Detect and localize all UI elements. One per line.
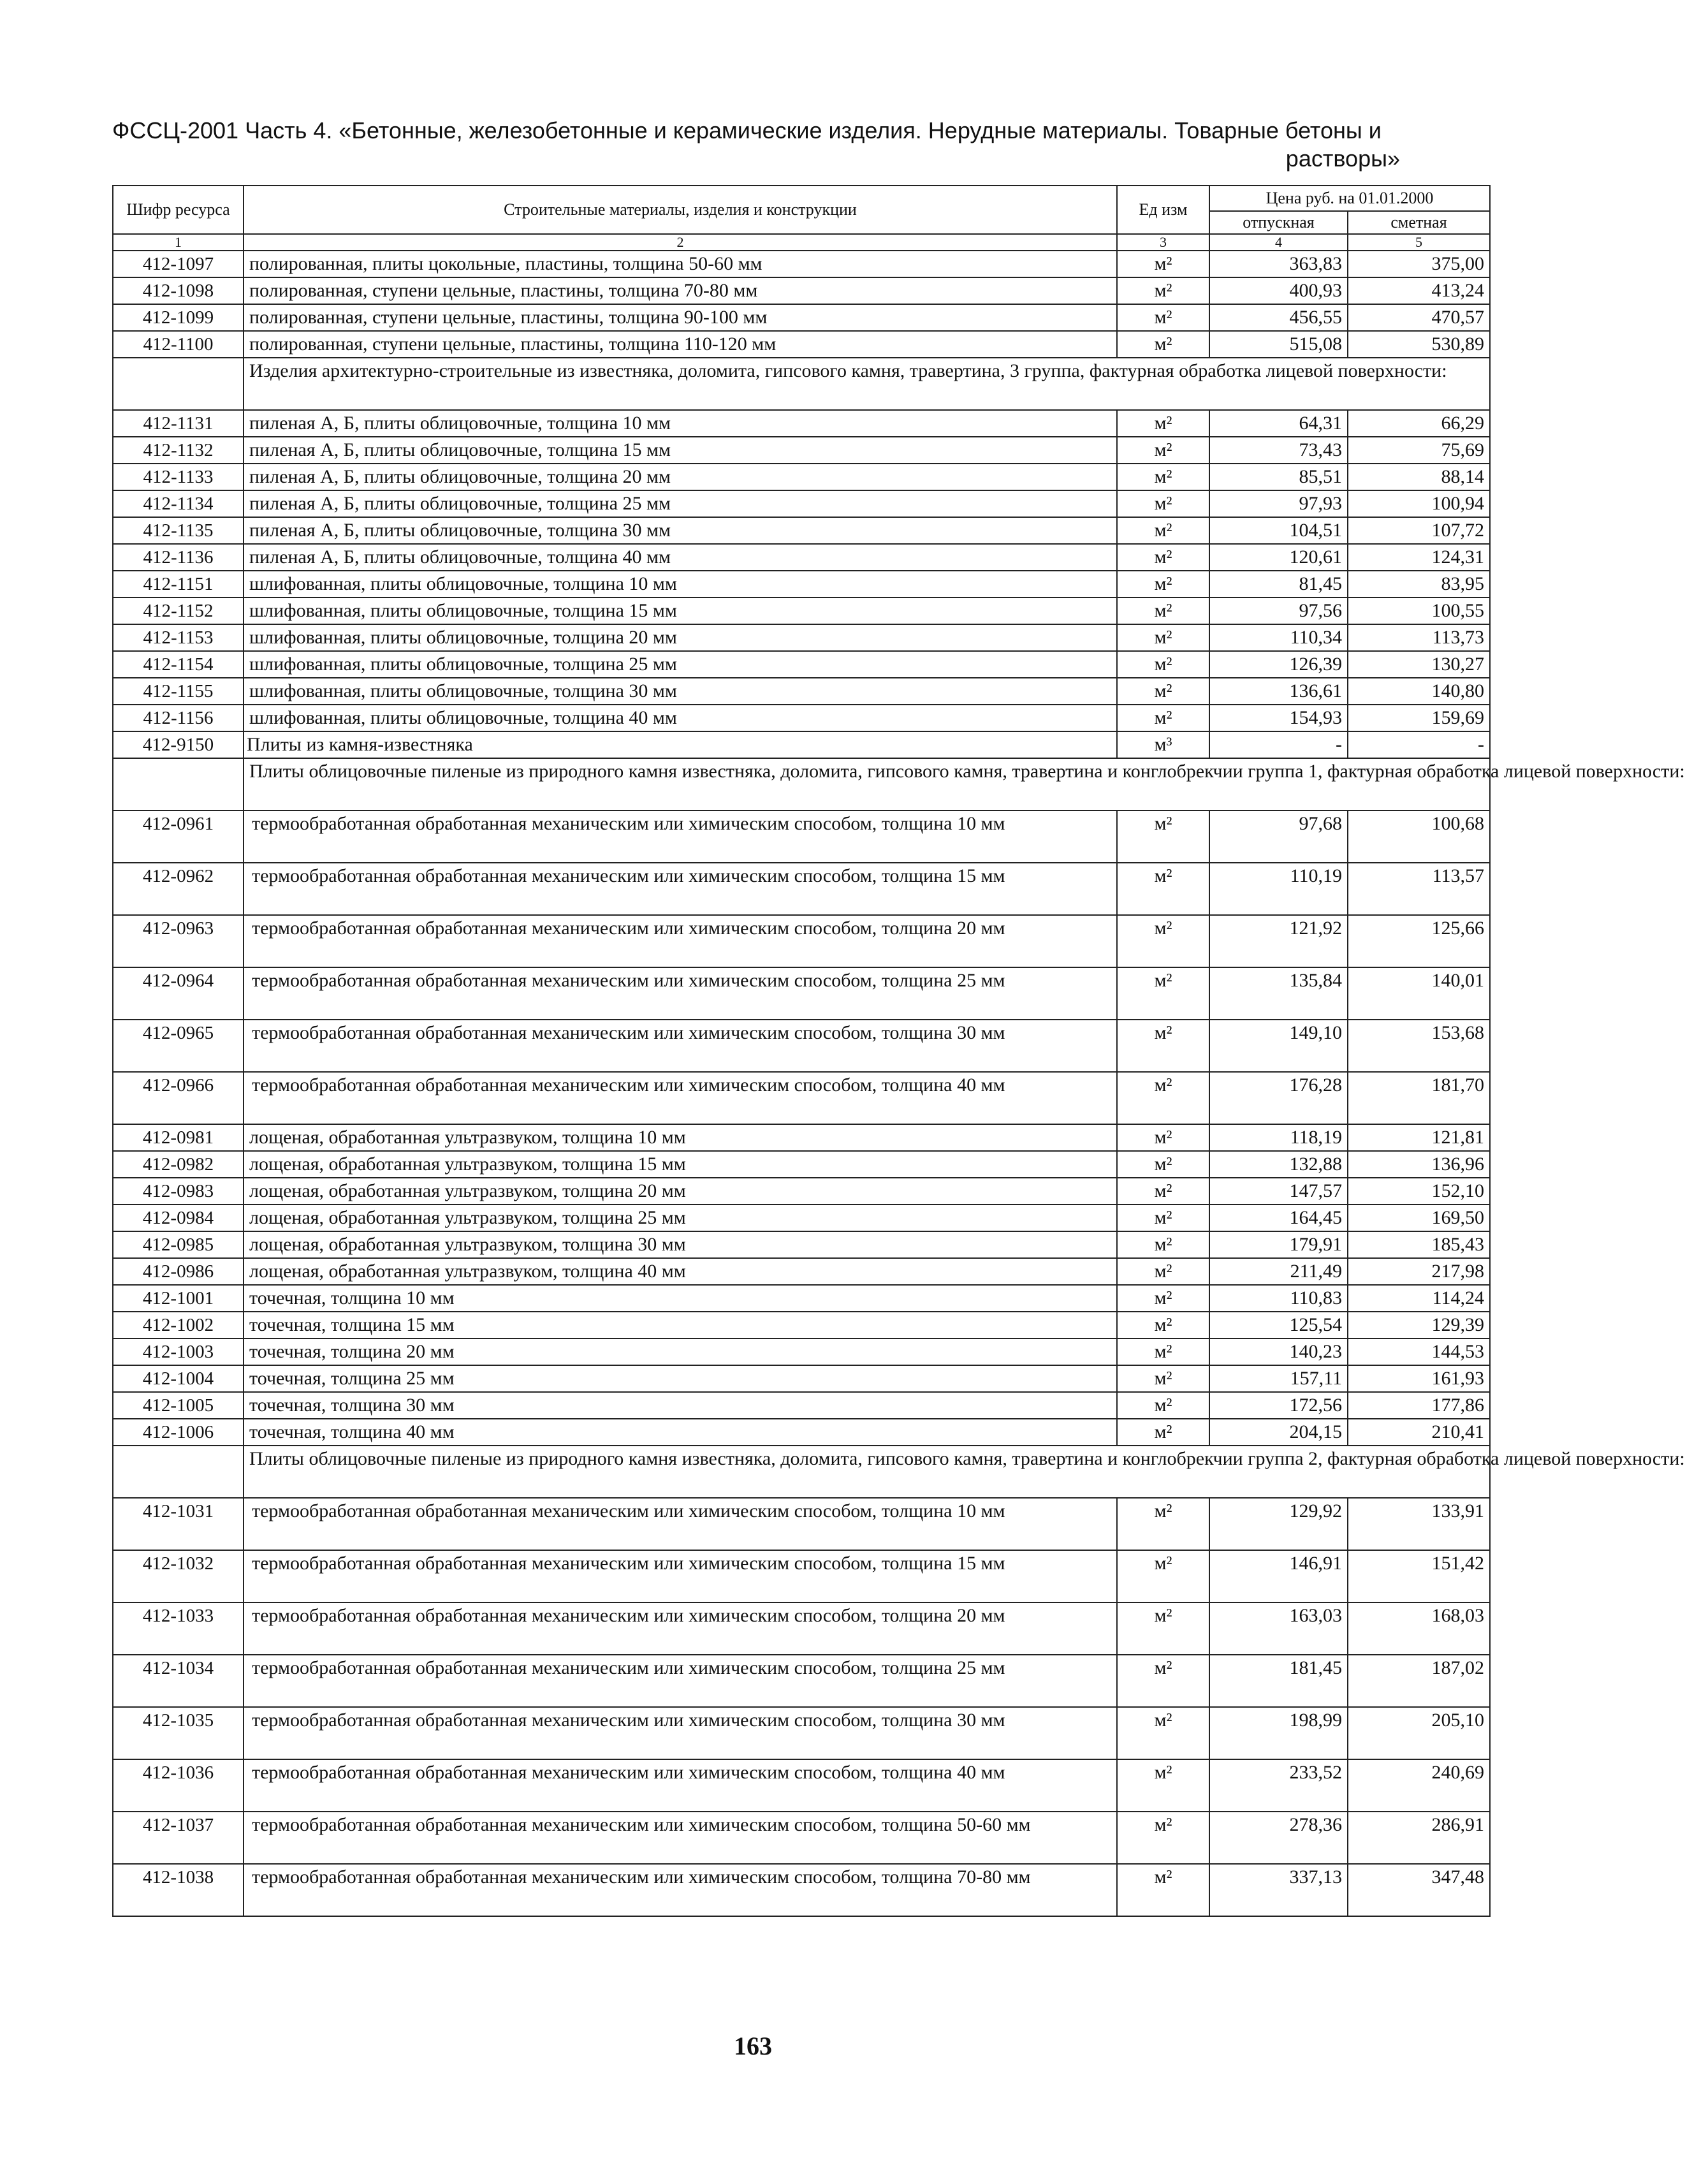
table-row xyxy=(113,1020,1490,1072)
unit-of-measure: м² xyxy=(1117,705,1209,731)
estimate-price: 83,95 xyxy=(1348,571,1490,597)
release-price: 110,83 xyxy=(1209,1285,1348,1312)
estimate-price: 113,57 xyxy=(1348,863,1490,915)
material-name-text: термообработанная обработанная механическим или химическим способом, толщина 40 мм xyxy=(252,1074,1005,1096)
unit-of-measure: м² xyxy=(1117,1258,1209,1285)
material-name: пиленая А, Б, плиты облицовочные, толщина 40 мм xyxy=(244,544,1117,571)
material-name: точечная, толщина 20 мм xyxy=(244,1338,1117,1365)
unit-of-measure: м² xyxy=(1117,544,1209,571)
material-name xyxy=(244,1655,1117,1707)
estimate-price: 159,69 xyxy=(1348,705,1490,731)
release-price: 126,39 xyxy=(1209,651,1348,678)
release-price: 157,11 xyxy=(1209,1365,1348,1392)
estimate-price: 375,00 xyxy=(1348,251,1490,277)
resource-code: 412-1004 xyxy=(113,1365,244,1392)
release-price: 515,08 xyxy=(1209,331,1348,358)
material-name: лощеная, обработанная ультразвуком, толщина 25 мм xyxy=(244,1205,1117,1231)
unit-of-measure: м² xyxy=(1117,1864,1209,1916)
material-name-text: термообработанная обработанная механическим или химическим способом, толщина 25 мм xyxy=(252,970,1005,991)
resource-code: 412-1152 xyxy=(113,597,244,624)
release-price: 85,51 xyxy=(1209,464,1348,490)
release-price: 81,45 xyxy=(1209,571,1348,597)
release-price: 363,83 xyxy=(1209,251,1348,277)
resource-code: 412-1156 xyxy=(113,705,244,731)
table-row xyxy=(113,544,1490,571)
table-row xyxy=(113,464,1490,490)
material-name: лощеная, обработанная ультразвуком, толщина 10 мм xyxy=(244,1124,1117,1151)
estimate-price: 129,39 xyxy=(1348,1312,1490,1338)
resource-code: 412-1131 xyxy=(113,410,244,437)
section-title: Изделия архитектурно-строительные из известняка, доломита, гипсового камня, травертина, 3 группа, фактурная обработка лицевой поверхности: xyxy=(244,358,1490,410)
material-name-text: термообработанная обработанная механическим или химическим способом, толщина 15 мм xyxy=(252,865,1005,886)
unit-of-measure: м² xyxy=(1117,1124,1209,1151)
unit-of-measure: м² xyxy=(1117,571,1209,597)
header-release: отпускная xyxy=(1209,211,1348,234)
unit-of-measure: м² xyxy=(1117,1312,1209,1338)
release-price: 64,31 xyxy=(1209,410,1348,437)
material-name: Плиты из камня-известняка xyxy=(244,731,1117,758)
estimate-price: 185,43 xyxy=(1348,1231,1490,1258)
release-price: 120,61 xyxy=(1209,544,1348,571)
unit-of-measure: м² xyxy=(1117,1338,1209,1365)
unit-of-measure: м² xyxy=(1117,1151,1209,1178)
estimate-price: 121,81 xyxy=(1348,1124,1490,1151)
header-line-2: растворы» xyxy=(1285,145,1400,172)
column-number: 2 xyxy=(244,234,1117,251)
estimate-price: 125,66 xyxy=(1348,915,1490,967)
estimate-price: 286,91 xyxy=(1348,1812,1490,1864)
resource-code: 412-1154 xyxy=(113,651,244,678)
estimate-price: 161,93 xyxy=(1348,1365,1490,1392)
unit-of-measure: м² xyxy=(1117,597,1209,624)
estimate-price: 413,24 xyxy=(1348,277,1490,304)
material-name xyxy=(244,1602,1117,1655)
estimate-price: 177,86 xyxy=(1348,1392,1490,1419)
release-price: 198,99 xyxy=(1209,1707,1348,1759)
unit-of-measure: м² xyxy=(1117,1285,1209,1312)
unit-of-measure: м² xyxy=(1117,517,1209,544)
column-number: 5 xyxy=(1348,234,1490,251)
table-row xyxy=(113,863,1490,915)
material-name xyxy=(244,1759,1117,1812)
header-estimate: сметная xyxy=(1348,211,1490,234)
resource-code: 412-1035 xyxy=(113,1707,244,1759)
material-name: шлифованная, плиты облицовочные, толщина 25 мм xyxy=(244,651,1117,678)
table-row xyxy=(113,1258,1490,1285)
resource-code: 412-1153 xyxy=(113,624,244,651)
table-row xyxy=(113,1365,1490,1392)
resource-code: 412-1002 xyxy=(113,1312,244,1338)
header-code: Шифр ресурса xyxy=(113,186,244,234)
resource-code: 412-1031 xyxy=(113,1498,244,1550)
table-row xyxy=(113,731,1490,758)
resource-code: 412-0964 xyxy=(113,967,244,1020)
estimate-price: 140,80 xyxy=(1348,678,1490,705)
release-price: 163,03 xyxy=(1209,1602,1348,1655)
estimate-price: 100,68 xyxy=(1348,810,1490,863)
table-row xyxy=(113,571,1490,597)
table-row xyxy=(113,517,1490,544)
unit-of-measure: м² xyxy=(1117,1072,1209,1124)
table-row xyxy=(113,1312,1490,1338)
estimate-price: 100,55 xyxy=(1348,597,1490,624)
release-price: 97,68 xyxy=(1209,810,1348,863)
section-row xyxy=(113,1446,1490,1498)
resource-code: 412-1038 xyxy=(113,1864,244,1916)
table-row xyxy=(113,1655,1490,1707)
material-name: лощеная, обработанная ультразвуком, толщина 30 мм xyxy=(244,1231,1117,1258)
unit-of-measure: м² xyxy=(1117,437,1209,464)
section-row xyxy=(113,358,1490,410)
resource-code: 412-1003 xyxy=(113,1338,244,1365)
material-name-text: термообработанная обработанная механическим или химическим способом, толщина 20 мм xyxy=(252,918,1005,939)
unit-of-measure: м² xyxy=(1117,1020,1209,1072)
resource-code: 412-1133 xyxy=(113,464,244,490)
resource-code: 412-1132 xyxy=(113,437,244,464)
material-name: шлифованная, плиты облицовочные, толщина 20 мм xyxy=(244,624,1117,651)
material-name xyxy=(244,810,1117,863)
estimate-price: 169,50 xyxy=(1348,1205,1490,1231)
unit-of-measure: м² xyxy=(1117,331,1209,358)
estimate-price: 66,29 xyxy=(1348,410,1490,437)
release-price: 121,92 xyxy=(1209,915,1348,967)
material-name xyxy=(244,1072,1117,1124)
material-name: шлифованная, плиты облицовочные, толщина 30 мм xyxy=(244,678,1117,705)
unit-of-measure: м² xyxy=(1117,1550,1209,1602)
release-price: 456,55 xyxy=(1209,304,1348,331)
section-code-cell xyxy=(113,1446,244,1498)
estimate-price: 144,53 xyxy=(1348,1338,1490,1365)
estimate-price: 88,14 xyxy=(1348,464,1490,490)
release-price: 110,19 xyxy=(1209,863,1348,915)
release-price: 118,19 xyxy=(1209,1124,1348,1151)
unit-of-measure: м² xyxy=(1117,304,1209,331)
estimate-price: 217,98 xyxy=(1348,1258,1490,1285)
release-price: 400,93 xyxy=(1209,277,1348,304)
table-row xyxy=(113,1338,1490,1365)
estimate-price: 113,73 xyxy=(1348,624,1490,651)
resource-code: 412-0961 xyxy=(113,810,244,863)
resource-code: 412-0962 xyxy=(113,863,244,915)
material-name: пиленая А, Б, плиты облицовочные, толщина 20 мм xyxy=(244,464,1117,490)
material-name xyxy=(244,863,1117,915)
estimate-price: 136,96 xyxy=(1348,1151,1490,1178)
column-number: 3 xyxy=(1117,234,1209,251)
table-row xyxy=(113,251,1490,277)
material-name: точечная, толщина 15 мм xyxy=(244,1312,1117,1338)
material-name xyxy=(244,1864,1117,1916)
column-numbers-row xyxy=(113,234,1490,251)
material-name: точечная, толщина 25 мм xyxy=(244,1365,1117,1392)
material-name-text: термообработанная обработанная механическим или химическим способом, толщина 25 мм xyxy=(252,1657,1005,1678)
unit-of-measure: м² xyxy=(1117,915,1209,967)
release-price: 97,56 xyxy=(1209,597,1348,624)
table-row xyxy=(113,1205,1490,1231)
unit-of-measure: м² xyxy=(1117,1205,1209,1231)
table-row xyxy=(113,437,1490,464)
release-price: 146,91 xyxy=(1209,1550,1348,1602)
resource-code: 412-1151 xyxy=(113,571,244,597)
unit-of-measure: м² xyxy=(1117,1365,1209,1392)
release-price: 147,57 xyxy=(1209,1178,1348,1205)
release-price: 337,13 xyxy=(1209,1864,1348,1916)
unit-of-measure: м² xyxy=(1117,1231,1209,1258)
release-price: 149,10 xyxy=(1209,1020,1348,1072)
resource-code: 412-1099 xyxy=(113,304,244,331)
release-price: 97,93 xyxy=(1209,490,1348,517)
material-name-text: термообработанная обработанная механическим или химическим способом, толщина 10 мм xyxy=(252,813,1005,834)
table-row xyxy=(113,1759,1490,1812)
unit-of-measure: м² xyxy=(1117,1655,1209,1707)
resource-code: 412-1155 xyxy=(113,678,244,705)
material-name-text: термообработанная обработанная механическим или химическим способом, толщина 40 мм xyxy=(252,1762,1005,1783)
material-name: шлифованная, плиты облицовочные, толщина 10 мм xyxy=(244,571,1117,597)
resource-code: 412-0985 xyxy=(113,1231,244,1258)
material-name: пиленая А, Б, плиты облицовочные, толщина 15 мм xyxy=(244,437,1117,464)
unit-of-measure: м² xyxy=(1117,490,1209,517)
release-price: 278,36 xyxy=(1209,1812,1348,1864)
estimate-price: 133,91 xyxy=(1348,1498,1490,1550)
estimate-price: 347,48 xyxy=(1348,1864,1490,1916)
material-name xyxy=(244,967,1117,1020)
table-row xyxy=(113,1419,1490,1446)
material-name: полированная, ступени цельные, пластины, толщина 70-80 мм xyxy=(244,277,1117,304)
resource-code: 412-1097 xyxy=(113,251,244,277)
release-price: 164,45 xyxy=(1209,1205,1348,1231)
estimate-price: - xyxy=(1348,731,1490,758)
table-row xyxy=(113,915,1490,967)
material-name xyxy=(244,1550,1117,1602)
unit-of-measure: м² xyxy=(1117,967,1209,1020)
unit-of-measure: м² xyxy=(1117,277,1209,304)
resource-code: 412-1005 xyxy=(113,1392,244,1419)
material-name xyxy=(244,1707,1117,1759)
estimate-price: 140,01 xyxy=(1348,967,1490,1020)
section-title: Плиты облицовочные пиленые из природного камня известняка, доломита, гипсового камня, травертина и конглобрекчии группа 2, фактурная обработка лицевой поверхности: xyxy=(244,1446,1490,1498)
table-row xyxy=(113,490,1490,517)
unit-of-measure: м² xyxy=(1117,410,1209,437)
resource-code: 412-1036 xyxy=(113,1759,244,1812)
table-row xyxy=(113,331,1490,358)
release-price: 73,43 xyxy=(1209,437,1348,464)
resource-code: 412-0963 xyxy=(113,915,244,967)
column-number: 1 xyxy=(113,234,244,251)
material-name xyxy=(244,1020,1117,1072)
unit-of-measure: м² xyxy=(1117,863,1209,915)
material-name-text: термообработанная обработанная механическим или химическим способом, толщина 70-80 мм xyxy=(252,1866,1031,1887)
resource-code: 412-1136 xyxy=(113,544,244,571)
header-unit: Ед изм xyxy=(1117,186,1209,234)
material-name: пиленая А, Б, плиты облицовочные, толщина 30 мм xyxy=(244,517,1117,544)
unit-of-measure: м² xyxy=(1117,1602,1209,1655)
resource-code: 412-0981 xyxy=(113,1124,244,1151)
release-price: 181,45 xyxy=(1209,1655,1348,1707)
unit-of-measure: м² xyxy=(1117,624,1209,651)
material-name: лощеная, обработанная ультразвуком, толщина 20 мм xyxy=(244,1178,1117,1205)
release-price: 179,91 xyxy=(1209,1231,1348,1258)
section-row xyxy=(113,758,1490,810)
estimate-price: 152,10 xyxy=(1348,1178,1490,1205)
table-row xyxy=(113,1707,1490,1759)
material-name: пиленая А, Б, плиты облицовочные, толщина 10 мм xyxy=(244,410,1117,437)
unit-of-measure: м² xyxy=(1117,1707,1209,1759)
release-price: 204,15 xyxy=(1209,1419,1348,1446)
resource-code: 412-0983 xyxy=(113,1178,244,1205)
table-body xyxy=(113,251,1685,1916)
material-name-text: термообработанная обработанная механическим или химическим способом, толщина 30 мм xyxy=(252,1710,1005,1731)
unit-of-measure: м² xyxy=(1117,1498,1209,1550)
estimate-price: 75,69 xyxy=(1348,437,1490,464)
material-name: лощеная, обработанная ультразвуком, толщина 15 мм xyxy=(244,1151,1117,1178)
material-name: лощеная, обработанная ультразвуком, толщина 40 мм xyxy=(244,1258,1117,1285)
resource-code: 412-1034 xyxy=(113,1655,244,1707)
material-name xyxy=(244,1812,1117,1864)
page-number: 163 xyxy=(734,2032,772,2060)
release-price: 135,84 xyxy=(1209,967,1348,1020)
resource-code: 412-1135 xyxy=(113,517,244,544)
section-code-cell xyxy=(113,758,244,810)
table-row xyxy=(113,1124,1490,1151)
release-price: 136,61 xyxy=(1209,678,1348,705)
table-row xyxy=(113,277,1490,304)
section-title: Плиты облицовочные пиленые из природного камня известняка, доломита, гипсового камня, травертина и конглобрекчии группа 1, фактурная обработка лицевой поверхности: xyxy=(244,758,1490,810)
material-name: полированная, плиты цокольные, пластины, толщина 50-60 мм xyxy=(244,251,1117,277)
release-price: 154,93 xyxy=(1209,705,1348,731)
unit-of-measure: м² xyxy=(1117,1759,1209,1812)
release-price: 140,23 xyxy=(1209,1338,1348,1365)
release-price: 129,92 xyxy=(1209,1498,1348,1550)
table-row xyxy=(113,410,1490,437)
table-row xyxy=(113,1231,1490,1258)
unit-of-measure: м² xyxy=(1117,678,1209,705)
table-row xyxy=(113,1498,1490,1550)
release-price: 211,49 xyxy=(1209,1258,1348,1285)
resource-code: 412-1001 xyxy=(113,1285,244,1312)
estimate-price: 114,24 xyxy=(1348,1285,1490,1312)
estimate-price: 187,02 xyxy=(1348,1655,1490,1707)
resource-code: 412-1134 xyxy=(113,490,244,517)
price-table xyxy=(112,185,1685,1917)
table-row xyxy=(113,304,1490,331)
material-name: точечная, толщина 30 мм xyxy=(244,1392,1117,1419)
unit-of-measure: м² xyxy=(1117,1178,1209,1205)
release-price: 233,52 xyxy=(1209,1759,1348,1812)
resource-code: 412-0986 xyxy=(113,1258,244,1285)
table-row xyxy=(113,678,1490,705)
table-row xyxy=(113,1550,1490,1602)
resource-code: 412-1098 xyxy=(113,277,244,304)
unit-of-measure: м² xyxy=(1117,1812,1209,1864)
estimate-price: 168,03 xyxy=(1348,1602,1490,1655)
table-row xyxy=(113,651,1490,678)
table-row xyxy=(113,1392,1490,1419)
release-price: 172,56 xyxy=(1209,1392,1348,1419)
material-name: полированная, ступени цельные, пластины, толщина 90-100 мм xyxy=(244,304,1117,331)
resource-code: 412-1033 xyxy=(113,1602,244,1655)
material-name: пиленая А, Б, плиты облицовочные, толщина 25 мм xyxy=(244,490,1117,517)
resource-code: 412-1032 xyxy=(113,1550,244,1602)
estimate-price: 124,31 xyxy=(1348,544,1490,571)
material-name xyxy=(244,1498,1117,1550)
estimate-price: 470,57 xyxy=(1348,304,1490,331)
estimate-price: 240,69 xyxy=(1348,1759,1490,1812)
estimate-price: 153,68 xyxy=(1348,1020,1490,1072)
release-price: 176,28 xyxy=(1209,1072,1348,1124)
table-row xyxy=(113,1178,1490,1205)
unit-of-measure: м² xyxy=(1117,1392,1209,1419)
material-name-text: термообработанная обработанная механическим или химическим способом, толщина 50-60 мм xyxy=(252,1814,1031,1835)
table-row xyxy=(113,1072,1490,1124)
material-name: шлифованная, плиты облицовочные, толщина 40 мм xyxy=(244,705,1117,731)
header-price: Цена руб. на 01.01.2000 xyxy=(1209,186,1490,211)
column-number: 4 xyxy=(1209,234,1348,251)
material-name-text: термообработанная обработанная механическим или химическим способом, толщина 20 мм xyxy=(252,1605,1005,1626)
page-header xyxy=(112,117,1400,173)
release-price: - xyxy=(1209,731,1348,758)
estimate-price: 130,27 xyxy=(1348,651,1490,678)
table-row xyxy=(113,1151,1490,1178)
unit-of-measure: м² xyxy=(1117,251,1209,277)
material-name: полированная, ступени цельные, пластины, толщина 110-120 мм xyxy=(244,331,1117,358)
table-row xyxy=(113,1285,1490,1312)
material-name xyxy=(244,915,1117,967)
resource-code: 412-9150 xyxy=(113,731,244,758)
estimate-price: 151,42 xyxy=(1348,1550,1490,1602)
unit-of-measure: м² xyxy=(1117,810,1209,863)
table-row xyxy=(113,1864,1490,1916)
estimate-price: 107,72 xyxy=(1348,517,1490,544)
table-row xyxy=(113,967,1490,1020)
header-line-1: ФССЦ-2001 Часть 4. «Бетонные, железобетонные и керамические изделия. Нерудные материалы. Товарные бетоны и xyxy=(112,117,1382,143)
section-code-cell xyxy=(113,358,244,410)
header-name: Строительные материалы, изделия и конструкции xyxy=(244,186,1117,234)
table-row xyxy=(113,1812,1490,1864)
resource-code: 412-0982 xyxy=(113,1151,244,1178)
estimate-price: 530,89 xyxy=(1348,331,1490,358)
table-row xyxy=(113,624,1490,651)
material-name-text: термообработанная обработанная механическим или химическим способом, толщина 15 мм xyxy=(252,1553,1005,1574)
material-name: точечная, толщина 40 мм xyxy=(244,1419,1117,1446)
unit-of-measure: м³ xyxy=(1117,731,1209,758)
material-name: точечная, толщина 10 мм xyxy=(244,1285,1117,1312)
material-name-text: термообработанная обработанная механическим или химическим способом, толщина 30 мм xyxy=(252,1022,1005,1043)
resource-code: 412-0965 xyxy=(113,1020,244,1072)
unit-of-measure: м² xyxy=(1117,1419,1209,1446)
estimate-price: 181,70 xyxy=(1348,1072,1490,1124)
material-name: шлифованная, плиты облицовочные, толщина 15 мм xyxy=(244,597,1117,624)
resource-code: 412-1100 xyxy=(113,331,244,358)
material-name-text: термообработанная обработанная механическим или химическим способом, толщина 10 мм xyxy=(252,1500,1005,1521)
table-row xyxy=(113,1602,1490,1655)
unit-of-measure: м² xyxy=(1117,464,1209,490)
release-price: 110,34 xyxy=(1209,624,1348,651)
table-row xyxy=(113,705,1490,731)
estimate-price: 205,10 xyxy=(1348,1707,1490,1759)
release-price: 104,51 xyxy=(1209,517,1348,544)
table-row xyxy=(113,810,1490,863)
resource-code: 412-1006 xyxy=(113,1419,244,1446)
resource-code: 412-1037 xyxy=(113,1812,244,1864)
estimate-price: 100,94 xyxy=(1348,490,1490,517)
estimate-price: 210,41 xyxy=(1348,1419,1490,1446)
release-price: 132,88 xyxy=(1209,1151,1348,1178)
release-price: 125,54 xyxy=(1209,1312,1348,1338)
resource-code: 412-0984 xyxy=(113,1205,244,1231)
resource-code: 412-0966 xyxy=(113,1072,244,1124)
unit-of-measure: м² xyxy=(1117,651,1209,678)
table-row xyxy=(113,597,1490,624)
